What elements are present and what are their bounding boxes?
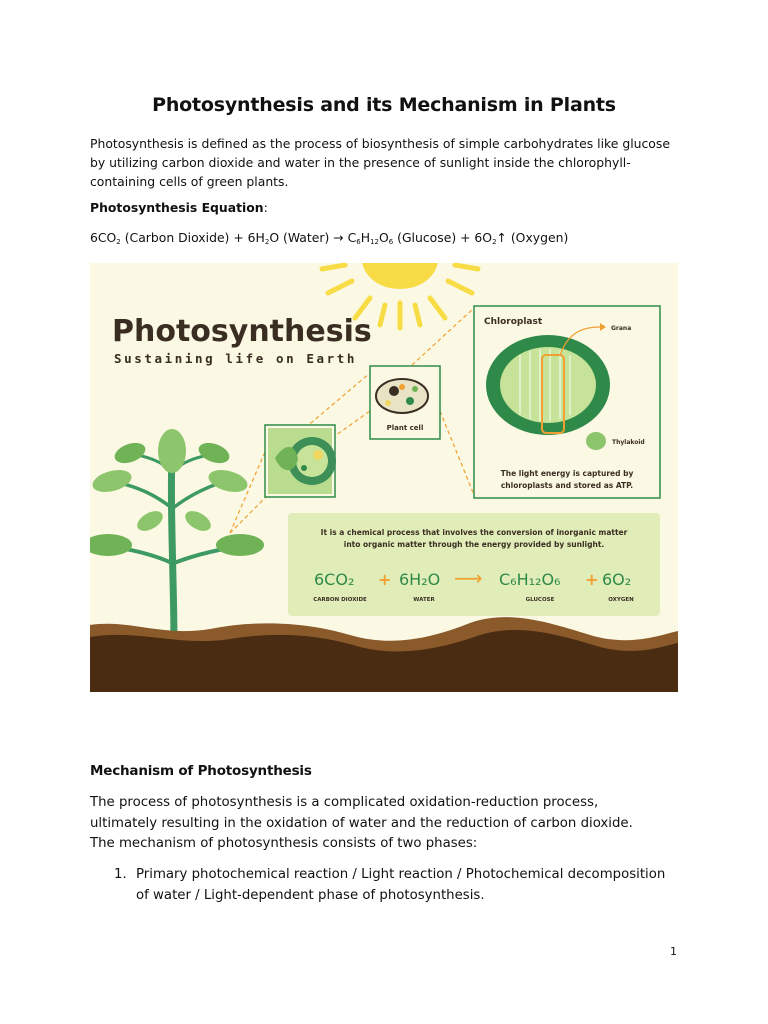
eq-o2-label: OXYGEN (608, 597, 634, 603)
eq-subscript: 2 (264, 238, 270, 246)
eq-plus-1: + (378, 570, 392, 589)
list-item-number: 1. (114, 867, 127, 882)
chemical-equation (90, 230, 568, 246)
infographic-subheading: Sustaining life on Earth (114, 351, 358, 366)
eq-part: (Carbon Dioxide) + 6H (120, 230, 265, 245)
infographic-svg (90, 263, 678, 692)
eq-subscript: 2 (116, 238, 121, 246)
infographic-heading: Photosynthesis (112, 314, 372, 349)
equation-heading-colon: : (263, 200, 268, 215)
eq-co2: 6CO₂ (314, 570, 355, 589)
list-item-text: Primary photochemical reaction / Light reaction / Photochemical decomposition of water / Light-dependent phase of photosynthesis. (136, 867, 666, 903)
chloroplast-label: Chloroplast (484, 317, 543, 327)
eq-part: 6CO (90, 230, 117, 245)
eq-h2o: 6H₂O (399, 570, 441, 589)
eq-h2o-label: WATER (413, 597, 435, 603)
process-text-line2: into organic matter through the energy provided by sunlight. (343, 540, 605, 549)
eq-part: H (360, 230, 371, 245)
chloroplast-caption-line1: The light energy is captured by (500, 469, 634, 478)
thylakoid-label: Thylakoid (612, 439, 645, 446)
eq-glucose-label: GLUCOSE (525, 597, 555, 603)
mechanism-heading: Mechanism of Photosynthesis (90, 763, 312, 779)
eq-subscript: 6 (356, 238, 361, 246)
eq-subscript: 12 (370, 238, 379, 246)
plant-cell-box (370, 366, 440, 439)
eq-part: O (Water) → C (269, 230, 357, 245)
plant-cell-label: Plant cell (386, 424, 424, 432)
eq-subscript: 6 (388, 238, 394, 246)
eq-subscript: 2 (492, 238, 497, 246)
eq-part: ↑ (Oxygen) (496, 230, 569, 245)
eq-o2: 6O₂ (602, 570, 632, 589)
chloroplast-box (474, 306, 660, 498)
eq-part: (Glucose) + 6O (393, 230, 493, 245)
photosynthesis-infographic (90, 263, 678, 692)
eq-arrow: ⟶ (454, 566, 483, 590)
process-panel (288, 513, 660, 616)
eq-plus-2: + (585, 570, 599, 589)
page-number: 1 (670, 945, 677, 958)
eq-glucose: C₆H₁₂O₆ (499, 570, 561, 589)
equation-heading (90, 200, 268, 215)
soil-ground (90, 617, 678, 692)
page-title: Photosynthesis and its Mechanism in Plants (152, 94, 616, 116)
process-text-line1: It is a chemical process that involves the conversion of inorganic matter (320, 528, 628, 537)
intro-paragraph: Photosynthesis is defined as the process of biosynthesis of simple carbohydrates like glucose by utilizing carbon dioxide and water in the presence of sunlight inside the chlorophyll-containing cells of green plants. (90, 136, 670, 189)
equation-heading-label: Photosynthesis Equation (90, 200, 264, 215)
chloroplast-caption-line2: chloroplasts and stored as ATP. (500, 481, 634, 490)
grana-label: Grana (611, 325, 632, 332)
leaf-closeup (265, 425, 336, 497)
mechanism-paragraph: The process of photosynthesis is a complicated oxidation-reduction process, ultimately resulting in the oxidation of water and the reduction of carbon dioxide. The mechanism of photosynthesis consists of two phases: (90, 795, 633, 851)
eq-co2-label: CARBON DIOXIDE (313, 597, 367, 603)
eq-part: O (378, 230, 389, 245)
plant-illustration (90, 429, 264, 645)
